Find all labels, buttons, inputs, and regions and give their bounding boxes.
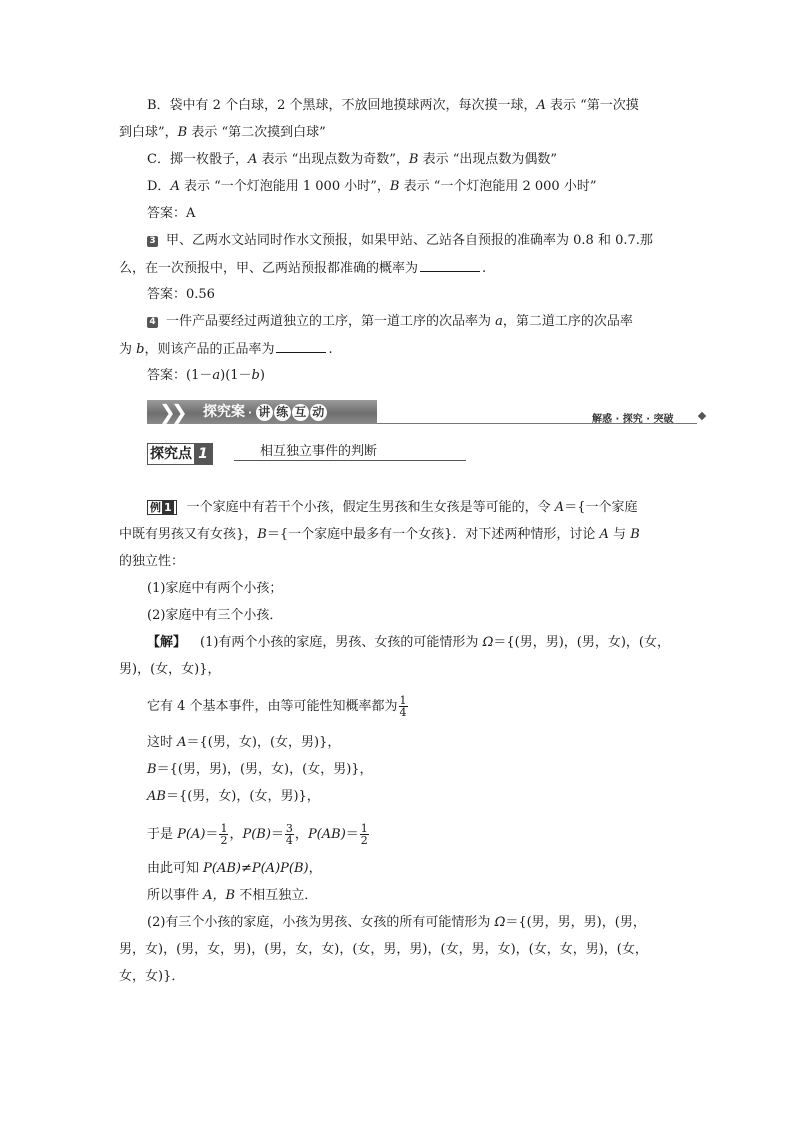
- answer-3: 答案：0.56: [147, 287, 215, 302]
- example-label: 例 1: [147, 500, 177, 515]
- answer-4: 答案：(1－a)(1－b): [147, 368, 265, 383]
- chevron-right-icon: ❯: [171, 400, 188, 424]
- question-number-badge: 4: [147, 317, 158, 328]
- diamond-icon: [698, 412, 706, 420]
- exploration-point-label: 探究点 1: [147, 443, 213, 465]
- banner-title: 探究案 · 讲 练 互 动: [203, 403, 327, 423]
- solution-line-9: 所以事件 A，B 不相互独立．: [147, 888, 318, 903]
- solution-line-8: 由此可知 P(AB)≠P(A)P(B)，: [147, 861, 322, 876]
- solution-line-6: AB＝{(男，女)，(女，男)}，: [147, 789, 320, 804]
- question-4-line-1: 4 一件产品要经过两道独立的工序，第一道工序的次品率为 a，第二道工序的次品率: [147, 313, 633, 331]
- option-c: C．掷一枚骰子，A 表示 “出现点数为奇数”，B 表示 “出现点数为偶数”: [147, 152, 558, 167]
- answer-blank: [420, 259, 480, 272]
- example-line-1: 例 1 一个家庭中有若干个小孩，假定生男孩和生女孩是等可能的，令 A＝{一个家庭: [147, 499, 637, 517]
- banner-bubble: 讲: [256, 404, 273, 421]
- answer-2: 答案：A: [147, 206, 196, 221]
- solution-line-2: 男)，(女，女)}，: [119, 662, 221, 677]
- banner-subtitle: 解惑 · 探究 · 突破: [592, 414, 674, 425]
- solution-line-3: 它有 4 个基本事件，由等可能性知概率都为 $\frac{1}{4}$: [147, 694, 407, 719]
- question-3-line-2: 么，在一次预报中，甲、乙两站预报都准确的概率为 .: [119, 261, 487, 276]
- banner-bubble: 互: [292, 404, 309, 421]
- banner-bubble: 练: [274, 404, 291, 421]
- case-1: (1)家庭中有两个小孩；: [147, 581, 283, 596]
- fraction: $\frac{1}{4}$: [399, 694, 407, 719]
- chevron-right-icon: ❯: [159, 400, 176, 424]
- example-line-3: 的独立性：: [119, 554, 185, 569]
- case-2: (2)家庭中有三个小孩．: [147, 608, 283, 623]
- example-line-2: 中既有男孩又有女孩}，B＝{一个家庭中最多有一个女孩}．对下述两种情形，讨论 A 与 B: [119, 527, 640, 542]
- option-b-line-2: 到白球”，B 表示 “第二次摸到白球”: [119, 125, 326, 140]
- option-d: D．A 表示 “一个灯泡能用 1 000 小时”，B 表示 “一个灯泡能用 2 000 小时”: [147, 179, 597, 194]
- solution-line-7: 于是 P(A)＝ $\frac{1}{2}$ ，P(B)＝ $\frac{3}{4}$ ，P(AB)＝ $\frac{1}{2}$: [147, 822, 368, 847]
- solution-line-5: B＝{(男，男)，(男，女)，(女，男)}，: [147, 762, 373, 777]
- question-number-badge: 3: [147, 236, 158, 247]
- section-banner: [147, 400, 377, 424]
- question-3-line-1: 3 甲、乙两水文站同时作水文预报，如果甲站、乙站各自预报的准确率为 0.8 和 0.7.那: [147, 232, 653, 250]
- option-b-line-1: B．袋中有 2 个白球，2 个黑球，不放回地摸球两次，每次摸一球，A 表示 “第一次摸: [147, 98, 639, 113]
- solution-line-1: 【解】 (1)有两个小孩的家庭，男孩、女孩的可能情形为 Ω＝{(男，男)，(男，女)，(女，: [147, 635, 670, 650]
- section-title: 相互独立事件的判断: [260, 444, 378, 459]
- solution-line-12: 女，女)}．: [119, 969, 185, 984]
- solution-line-11: 男，女)，(男，女，男)，(男，女，女)，(女，男，男)，(女，男，女)，(女，女，男)，(女，: [119, 942, 648, 957]
- answer-blank: [276, 340, 326, 353]
- fraction: $\frac{1}{2}$: [360, 822, 368, 847]
- solution-line-10: (2)有三个小孩的家庭，小孩为男孩、女孩的所有可能情形为 Ω＝{(男，男，男)，(男，: [147, 915, 646, 930]
- solution-label: 【解】: [147, 635, 187, 650]
- solution-line-4: 这时 A＝{(男，女)，(女，男)}，: [147, 735, 341, 750]
- fraction: $\frac{3}{4}$: [285, 822, 293, 847]
- fraction: $\frac{1}{2}$: [220, 822, 228, 847]
- question-4-line-2: 为 b，则该产品的正品率为 .: [119, 342, 333, 357]
- banner-bubble: 动: [310, 404, 327, 421]
